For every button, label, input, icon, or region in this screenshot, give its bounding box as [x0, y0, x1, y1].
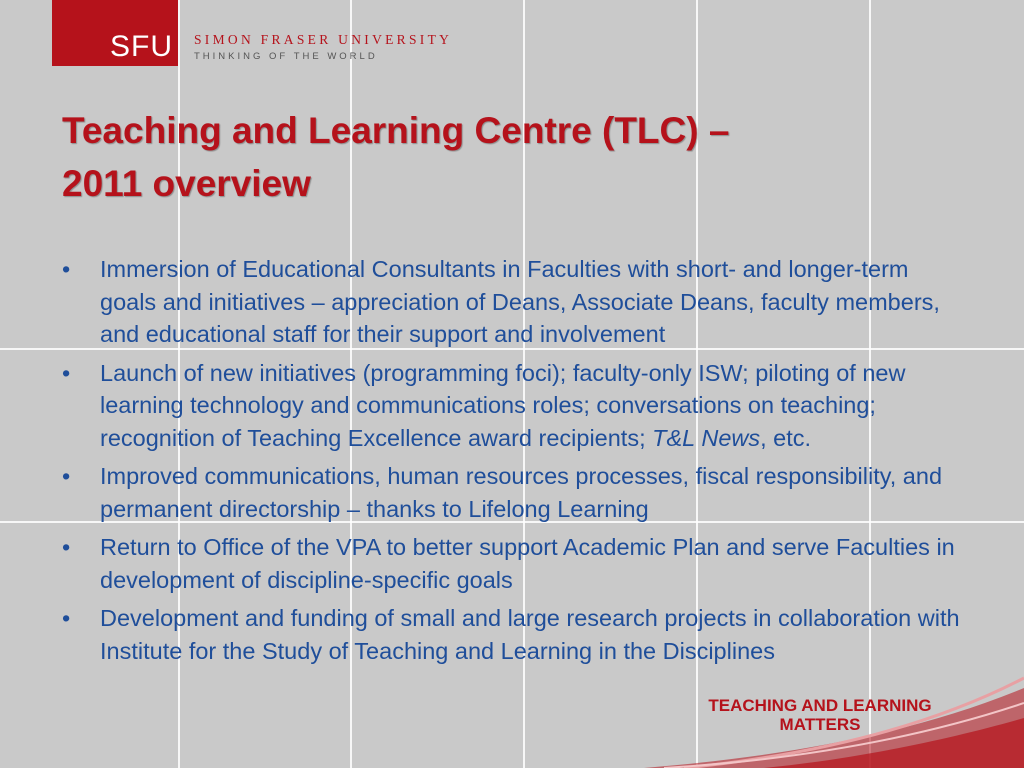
publication-name: T&L News: [652, 424, 761, 451]
bullet-item: [62, 460, 962, 525]
bullet-item: [62, 253, 962, 351]
bullet-item: [62, 531, 962, 596]
title-line: Teaching and Learning Centre (TLC) –: [62, 110, 730, 151]
bullet-item: [62, 357, 962, 455]
slide-title: [62, 104, 962, 210]
university-name: SIMON FRASER UNIVERSITY: [194, 32, 453, 47]
bullet-item: [62, 602, 962, 667]
bullet-text: Development and funding of small and large research projects in collaboration with Institute for the Study of Teaching and Learning in the Disciplines: [100, 605, 960, 664]
badge-line: MATTERS: [779, 715, 861, 734]
bullet-text: Immersion of Educational Consultants in Faculties with short- and longer-term goals and initiatives – appreciation of Deans, Associate Deans, faculty members, and educational staff for their support and involvement: [100, 256, 940, 347]
bullet-text: Launch of new initiatives (programming foci); faculty-only ISW; piloting of new learning technology and communications roles; conversations on teaching; recognition of Teaching Excellence award recipients;: [100, 359, 906, 451]
logo-text: SFU: [110, 30, 173, 63]
bullet-text: Return to Office of the VPA to better support Academic Plan and serve Faculties in development of discipline-specific goals: [100, 534, 955, 593]
title-line: 2011 overview: [62, 163, 311, 204]
sfu-logo: [52, 0, 178, 66]
teaching-learning-matters-badge: [665, 696, 975, 734]
university-tagline: THINKING OF THE WORLD: [194, 51, 378, 62]
bullet-text: Improved communications, human resources processes, fiscal responsibility, and permanent directorship – thanks to Lifelong Learning: [100, 463, 943, 522]
bullet-list: [62, 253, 962, 673]
badge-line: TEACHING AND LEARNING: [708, 696, 932, 715]
bullet-text: , etc.: [760, 424, 812, 451]
